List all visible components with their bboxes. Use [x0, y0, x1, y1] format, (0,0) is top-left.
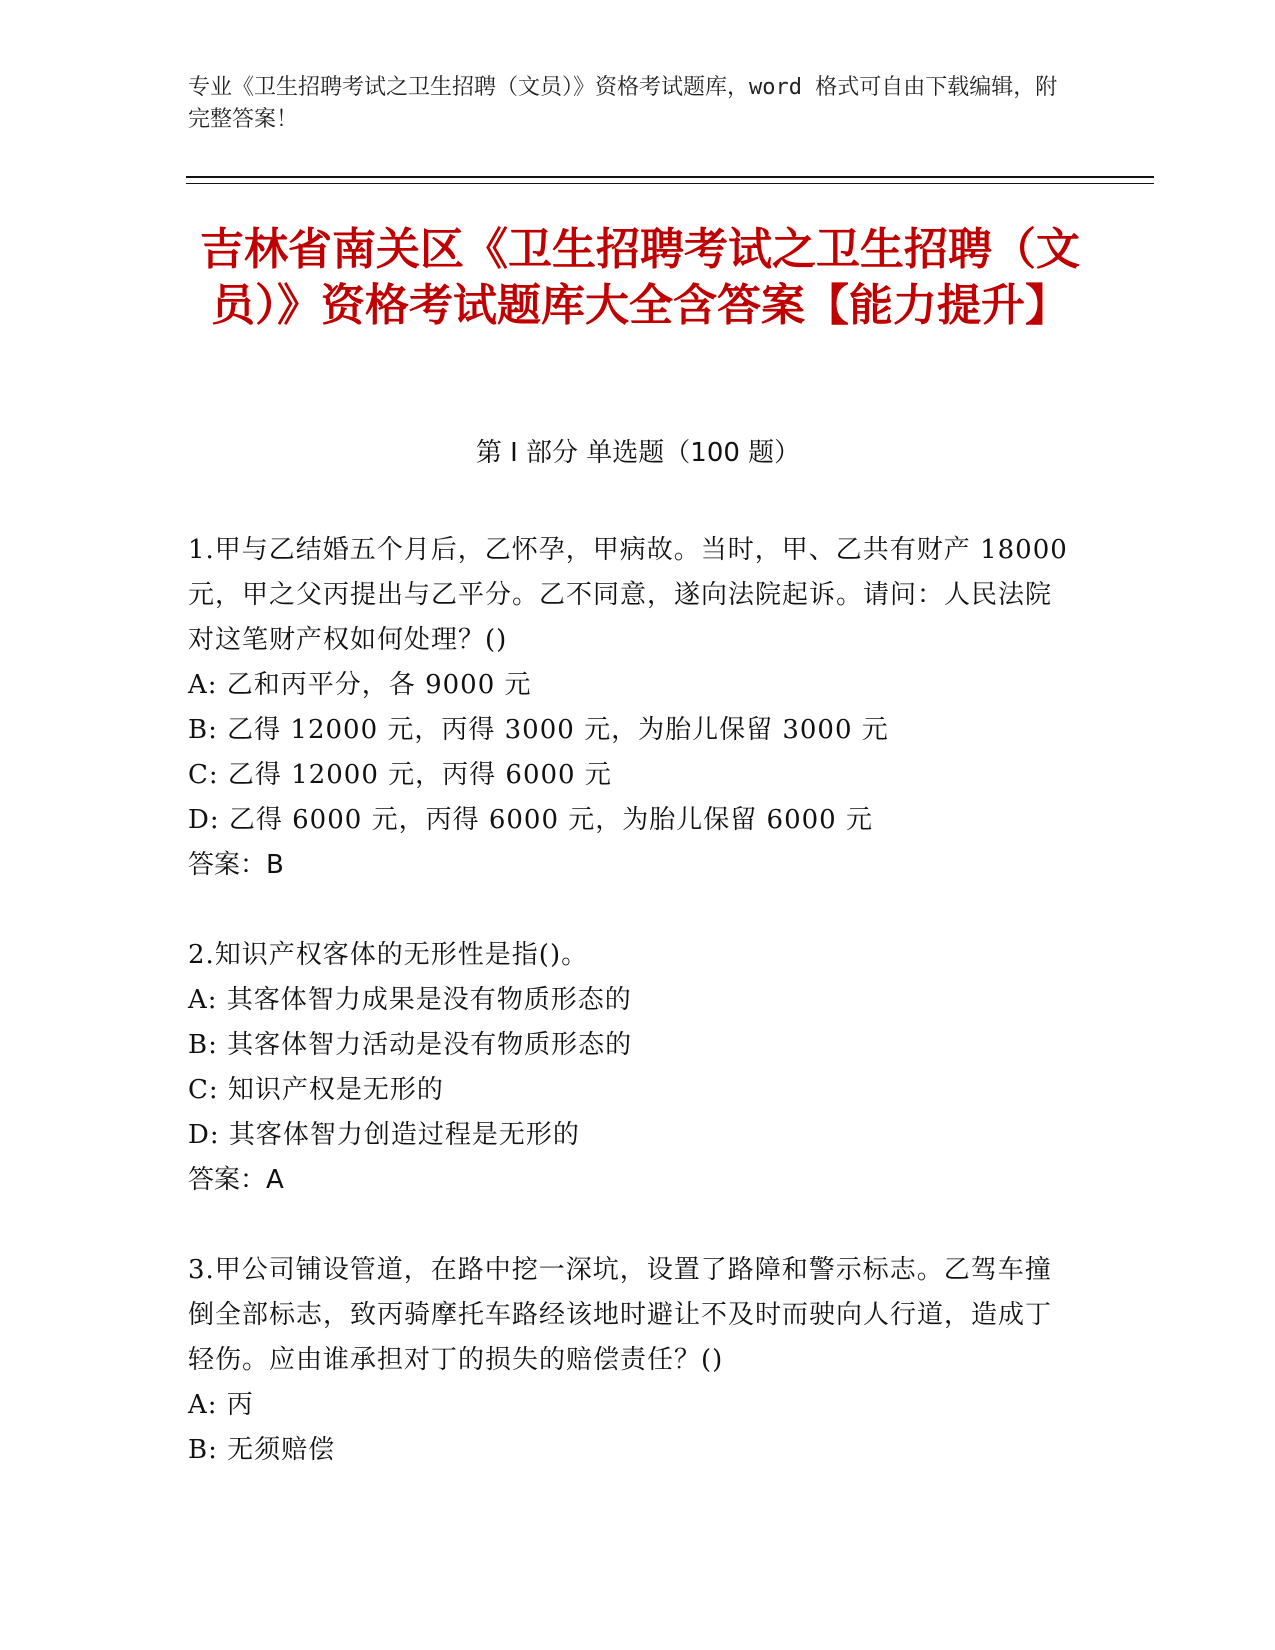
question-stem: 2.知识产权客体的无形性是指()。	[188, 940, 589, 970]
question-list	[188, 528, 1068, 1518]
option-b: B: 乙得 12000 元，丙得 3000 元，为胎儿保留 3000 元	[188, 715, 889, 745]
document-title: 吉林省南关区《卫生招聘考试之卫生招聘（文员）》资格考试题库大全含答案【能力提升】	[200, 224, 1080, 331]
question-1	[188, 528, 1068, 888]
section-heading: 第 I 部分 单选题（100 题）	[475, 438, 801, 468]
option-c: C: 乙得 12000 元，丙得 6000 元	[188, 760, 612, 790]
question-stem: 3.甲公司铺设管道，在路中挖一深坑，设置了路障和警示标志。乙驾车撞倒全部标志，致丙骑摩托车路经该地时避让不及时而驶向人行道，造成丁轻伤。应由谁承担对丁的损失的赔偿责任？()	[188, 1255, 1053, 1375]
option-a: A: 乙和丙平分，各 9000 元	[188, 670, 532, 700]
question-2	[188, 933, 1068, 1203]
option-c: C: 知识产权是无形的	[188, 1075, 444, 1105]
answer-line: 答案：B	[188, 850, 284, 880]
question-3	[188, 1248, 1068, 1473]
question-stem: 1.甲与乙结婚五个月后，乙怀孕，甲病故。当时，甲、乙共有财产 18000 元，甲之父丙提出与乙平分。乙不同意，遂向法院起诉。请问：人民法院对这笔财产权如何处理？()	[188, 535, 1068, 655]
option-d: D: 乙得 6000 元，丙得 6000 元，为胎儿保留 6000 元	[188, 805, 873, 835]
option-b: B: 其客体智力活动是没有物质形态的	[188, 1030, 633, 1060]
option-a: A: 丙	[188, 1390, 254, 1420]
header-divider-thick	[186, 176, 1154, 178]
answer-line: 答案：A	[188, 1165, 284, 1195]
option-b: B: 无须赔偿	[188, 1435, 336, 1465]
header-divider-thin	[186, 183, 1154, 184]
header-note: 专业《卫生招聘考试之卫生招聘（文员）》资格考试题库，word 格式可自由下载编辑，附完整答案！	[188, 75, 1058, 132]
option-a: A: 其客体智力成果是没有物质形态的	[188, 985, 632, 1015]
option-d: D: 其客体智力创造过程是无形的	[188, 1120, 580, 1150]
